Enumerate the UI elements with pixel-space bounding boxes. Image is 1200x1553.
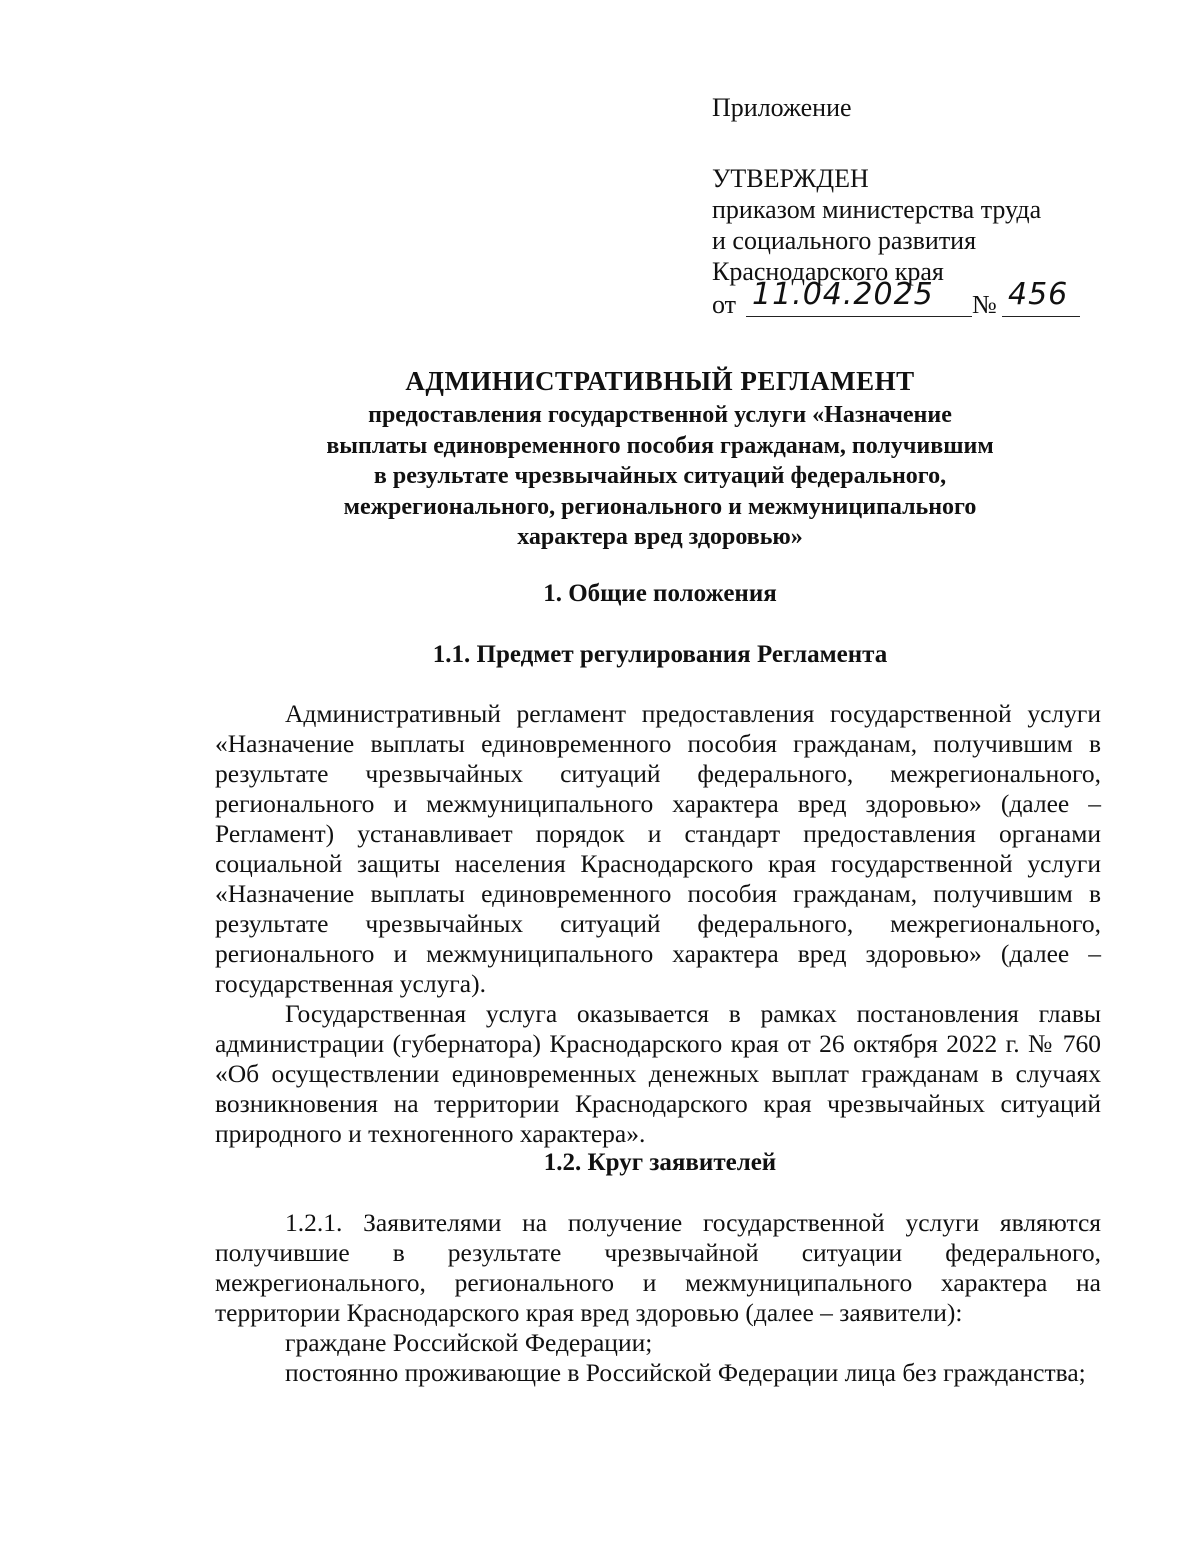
list-item: граждане Российской Федерации; (285, 1328, 653, 1357)
section-1-1-heading: 1.1. Предмет регулирования Регламента (432, 641, 888, 668)
number-prefix: № (972, 290, 997, 319)
approval-line-2: и социального развития (712, 226, 977, 255)
number-underline (1002, 316, 1080, 317)
approved-label: УТВЕРЖДЕН (712, 164, 869, 193)
approval-line-1: приказом министерства труда (712, 195, 1042, 224)
paragraph: 1.2.1. Заявителями на получение государственной услуги являются получившие в результате чрезвычайной ситуации федерального, межрегионального, регионального и межмуниципального характера на территории Краснодарского края вред здоровью (далее – заявители): (215, 1208, 1101, 1327)
section-1-heading: 1. Общие положения (543, 580, 777, 607)
subtitle-line: в результате чрезвычайных ситуаций федерального, (373, 463, 947, 489)
section-1-2-body (215, 1208, 1101, 1388)
approval-block (712, 92, 1132, 323)
paragraph: Государственная услуга оказывается в рамках постановления главы администрации (губернатора) Краснодарского края от 26 октября 2022 г. № 760 «Об осуществлении единовременных денежных выплат гражданам в случаях возникновения на территории Краснодарского края чрезвычайных ситуаций природного и техногенного характера». (215, 999, 1101, 1148)
document-subtitle (200, 400, 1120, 553)
date-underline (746, 316, 972, 317)
paragraph: Административный регламент предоставления государственной услуги «Назначение выплаты единовременного пособия гражданам, получившим в результате чрезвычайных ситуаций федерального, межрегионального, регионального и межмуниципального характера вред здоровью» (далее – Регламент) устанавливает порядок и стандарт предоставления органами социальной защиты населения Краснодарского края государственной услуги «Назначение выплаты единовременного пособия гражданам, получившим в результате чрезвычайных ситуаций федерального, межрегионального, регионального и межмуниципального характера вред здоровью» (далее – государственная услуга). (215, 699, 1101, 998)
subtitle-line: предоставления государственной услуги «Назначение (368, 402, 952, 428)
appendix-label: Приложение (712, 93, 852, 122)
date-number-line (712, 277, 1132, 323)
handwritten-date: 11.04.2025 (752, 277, 934, 312)
approval-line-3: Краснодарского края (712, 257, 944, 286)
date-prefix: от (712, 290, 737, 319)
subtitle-line: выплаты единовременного пособия гражданам, получившим (326, 432, 994, 459)
subtitle-line: характера вред здоровью» (517, 524, 803, 550)
list-item: постоянно проживающие в Российской Федерации лица без гражданства; (285, 1358, 1086, 1387)
section-1-2-heading: 1.2. Круг заявителей (543, 1149, 777, 1176)
handwritten-number: 456 (1008, 277, 1069, 312)
document-title-block (200, 366, 1120, 553)
section-1-1-body (215, 699, 1101, 1149)
document-title: АДМИНИСТРАТИВНЫЙ РЕГЛАМЕНТ (405, 366, 915, 396)
subtitle-line: межрегионального, регионального и межмуниципального (343, 493, 977, 520)
